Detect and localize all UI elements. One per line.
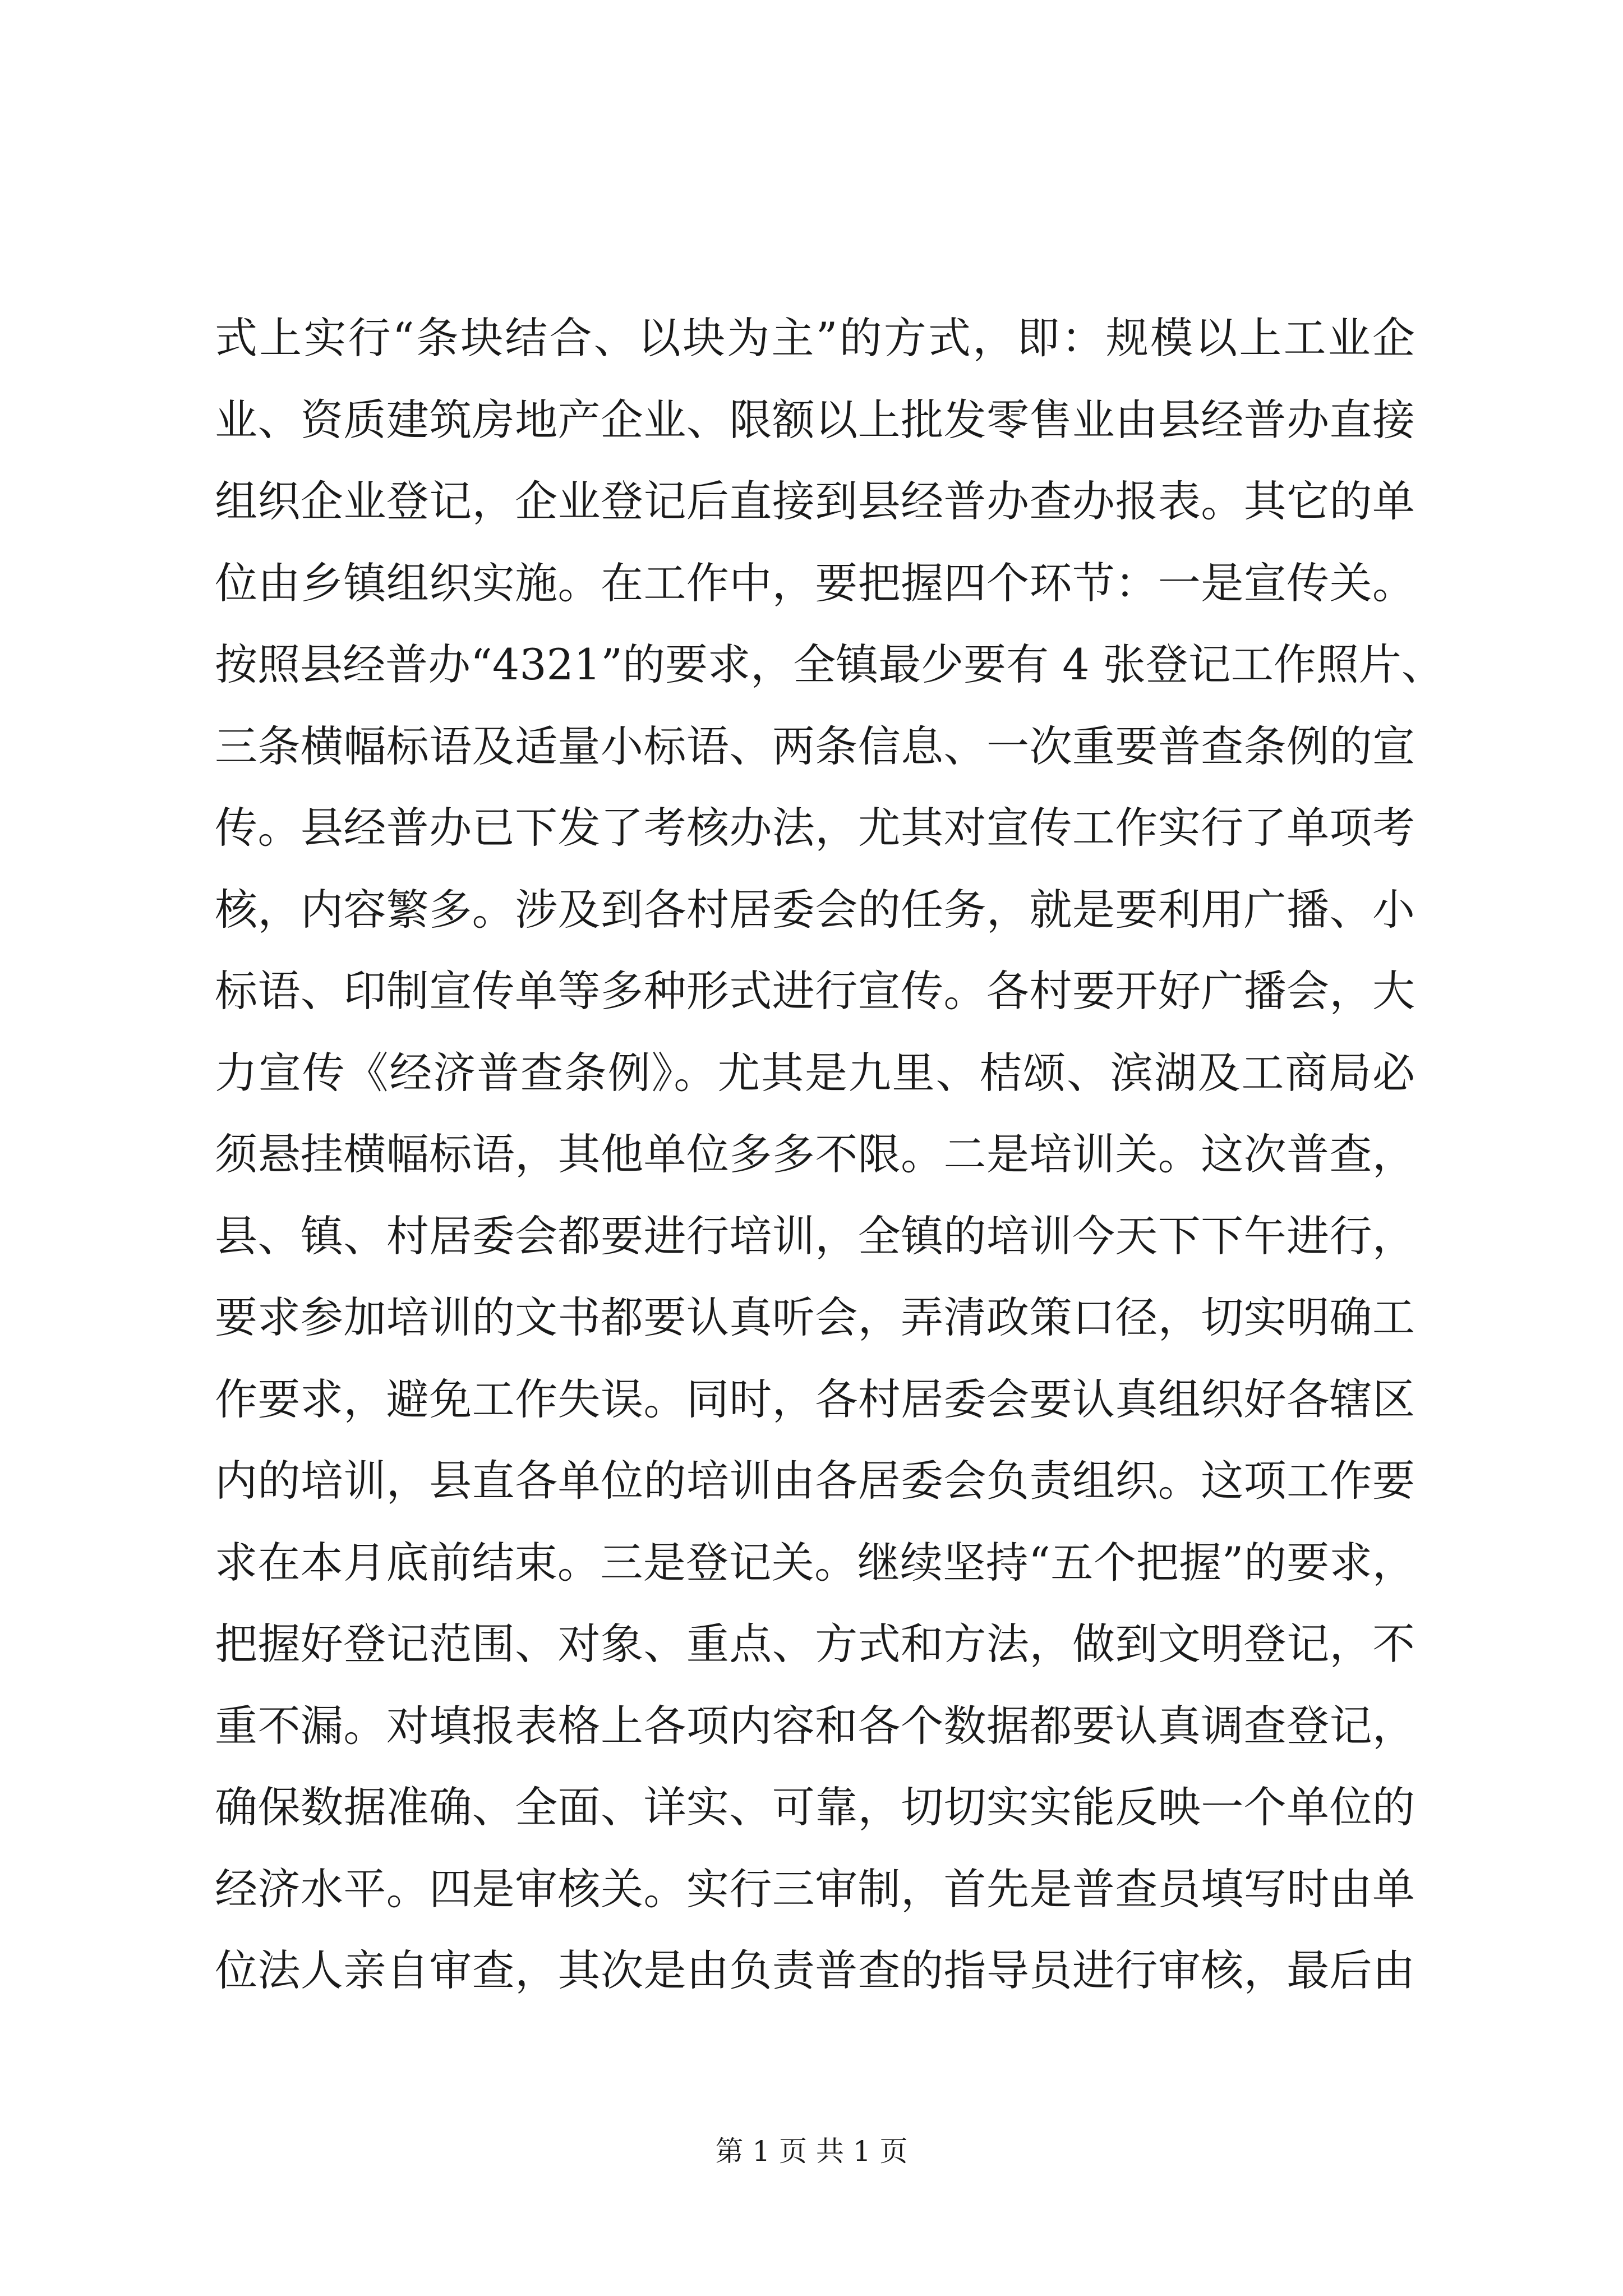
text-line: 标语、印制宣传单等多种形式进行宣传。各村要开好广播会，大 — [215, 966, 1415, 1016]
text-line: 重不漏。对填报表格上各项内容和各个数据都要认真调查登记， — [215, 1700, 1415, 1751]
text-line: 位法人亲自审查，其次是由负责普查的指导员进行审核，最后由 — [215, 1945, 1415, 1995]
text-line: 把握好登记范围、对象、重点、方式和方法，做到文明登记，不 — [215, 1619, 1415, 1669]
page-footer: 第 1 页 共 1 页 — [715, 2135, 908, 2168]
text-line: 传。县经普办已下发了考核办法，尤其对宣传工作实行了单项考 — [215, 803, 1415, 853]
text-line: 须悬挂横幅标语，其他单位多多不限。二是培训关。这次普查， — [215, 1129, 1415, 1179]
text-line: 县、镇、村居委会都要进行培训，全镇的培训今天下下午进行， — [215, 1211, 1415, 1261]
text-line: 确保数据准确、全面、详实、可靠，切切实实能反映一个单位的 — [215, 1782, 1415, 1832]
body-text — [215, 297, 1444, 2012]
text-line: 经济水平。四是审核关。实行三审制，首先是普查员填写时由单 — [215, 1864, 1415, 1914]
text-line: 内的培训，县直各单位的培训由各居委会负责组织。这项工作要 — [215, 1456, 1415, 1506]
text-line: 要求参加培训的文书都要认真听会，弄清政策口径，切实明确工 — [215, 1292, 1415, 1342]
text-line: 求在本月底前结束。三是登记关。继续坚持“五个把握”的要求， — [215, 1537, 1415, 1588]
text-line: 组织企业登记，企业登记后直接到县经普办查办报表。其它的单 — [215, 476, 1415, 526]
text-line: 核，内容繁多。涉及到各村居委会的任务，就是要利用广播、小 — [215, 884, 1415, 935]
text-line: 按照县经普办“4321”的要求，全镇最少要有 4 张登记工作照片、 — [215, 639, 1444, 689]
text-line: 式上实行“条块结合、以块为主”的方式，即：规模以上工业企 — [215, 313, 1415, 363]
text-line: 三条横幅标语及适量小标语、两条信息、一次重要普查条例的宣 — [215, 721, 1415, 771]
text-line: 位由乡镇组织实施。在工作中，要把握四个环节：一是宣传关。 — [215, 558, 1415, 608]
text-line: 作要求，避免工作失误。同时，各村居委会要认真组织好各辖区 — [215, 1374, 1415, 1424]
text-line: 业、资质建筑房地产企业、限额以上批发零售业由县经普办直接 — [215, 394, 1415, 445]
text-line: 力宣传《经济普查条例》。尤其是九里、桔颂、滨湖及工商局必 — [215, 1047, 1415, 1098]
